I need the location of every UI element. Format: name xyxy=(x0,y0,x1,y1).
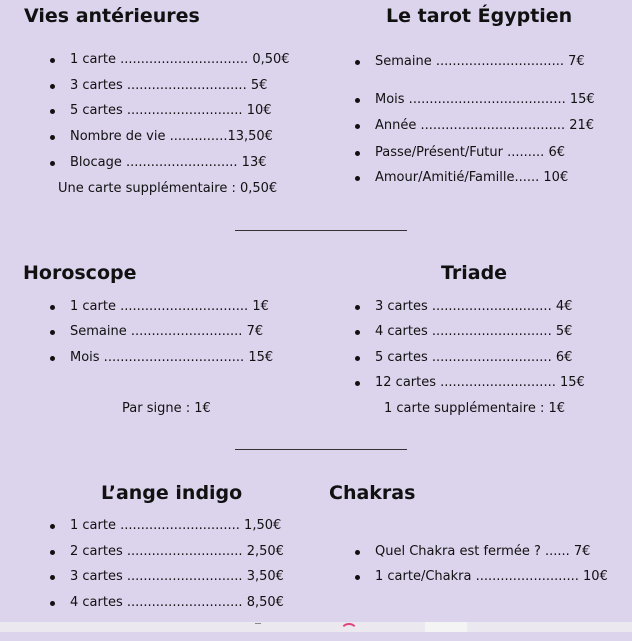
list-item: Mois ...................................... 15€ xyxy=(355,92,595,107)
note-triade: 1 carte supplémentaire : 1€ xyxy=(384,401,566,416)
section-divider xyxy=(235,230,407,231)
list-item: Semaine ............................... 7€ xyxy=(355,54,585,69)
title-chakras: Chakras xyxy=(329,482,416,504)
list-item: 3 cartes ............................. 4€ xyxy=(355,299,572,314)
title-horoscope: Horoscope xyxy=(23,262,137,284)
toolbar-icon xyxy=(255,623,261,630)
list-item: 1 carte ............................... 1€ xyxy=(50,299,269,314)
list-item: 4 cartes ............................. 5€ xyxy=(355,324,572,339)
toolbar-icon xyxy=(425,622,467,632)
toolbar-icon xyxy=(340,623,358,641)
list-item: 4 cartes ............................ 8,50€ xyxy=(50,595,284,610)
title-ange-indigo: L’ange indigo xyxy=(101,482,243,504)
list-item: Blocage ........................... 13€ xyxy=(50,155,267,170)
section-divider xyxy=(235,449,407,450)
list-item: Passe/Présent/Futur ......... 6€ xyxy=(355,145,565,160)
list-item: Semaine ........................... 7€ xyxy=(50,324,263,339)
list-item: 2 cartes ............................ 2,50€ xyxy=(50,544,284,559)
list-item: 5 cartes ............................. 6€ xyxy=(355,350,572,365)
list-item: 1 carte/Chakra ......................... 10€ xyxy=(355,569,608,584)
list-item: 12 cartes ............................ 15€ xyxy=(355,375,585,390)
list-item: 5 cartes ............................ 10€ xyxy=(50,103,272,118)
list-item: 3 cartes ............................ 3,50€ xyxy=(50,569,284,584)
list-item: 3 cartes ............................. 5€ xyxy=(50,78,267,93)
bottom-toolbar-strip xyxy=(0,622,632,632)
list-item: 1 carte ............................. 1,50€ xyxy=(50,518,281,533)
list-item: Année ................................... 21€ xyxy=(355,118,594,133)
note-vies-anterieures: Une carte supplémentaire : 0,50€ xyxy=(58,181,278,196)
title-tarot-egyptien: Le tarot Égyptien xyxy=(386,5,573,27)
list-item: 1 carte ............................... 0,50€ xyxy=(50,52,290,67)
list-item: Quel Chakra est fermée ? ...... 7€ xyxy=(355,544,590,559)
title-triade: Triade xyxy=(441,262,508,284)
list-item: Nombre de vie ..............13,50€ xyxy=(50,129,273,144)
note-horoscope: Par signe : 1€ xyxy=(122,401,211,416)
list-item: Amour/Amitié/Famille...... 10€ xyxy=(355,170,568,185)
title-vies-anterieures: Vies antérieures xyxy=(24,5,200,27)
list-item: Mois .................................. 15€ xyxy=(50,350,273,365)
